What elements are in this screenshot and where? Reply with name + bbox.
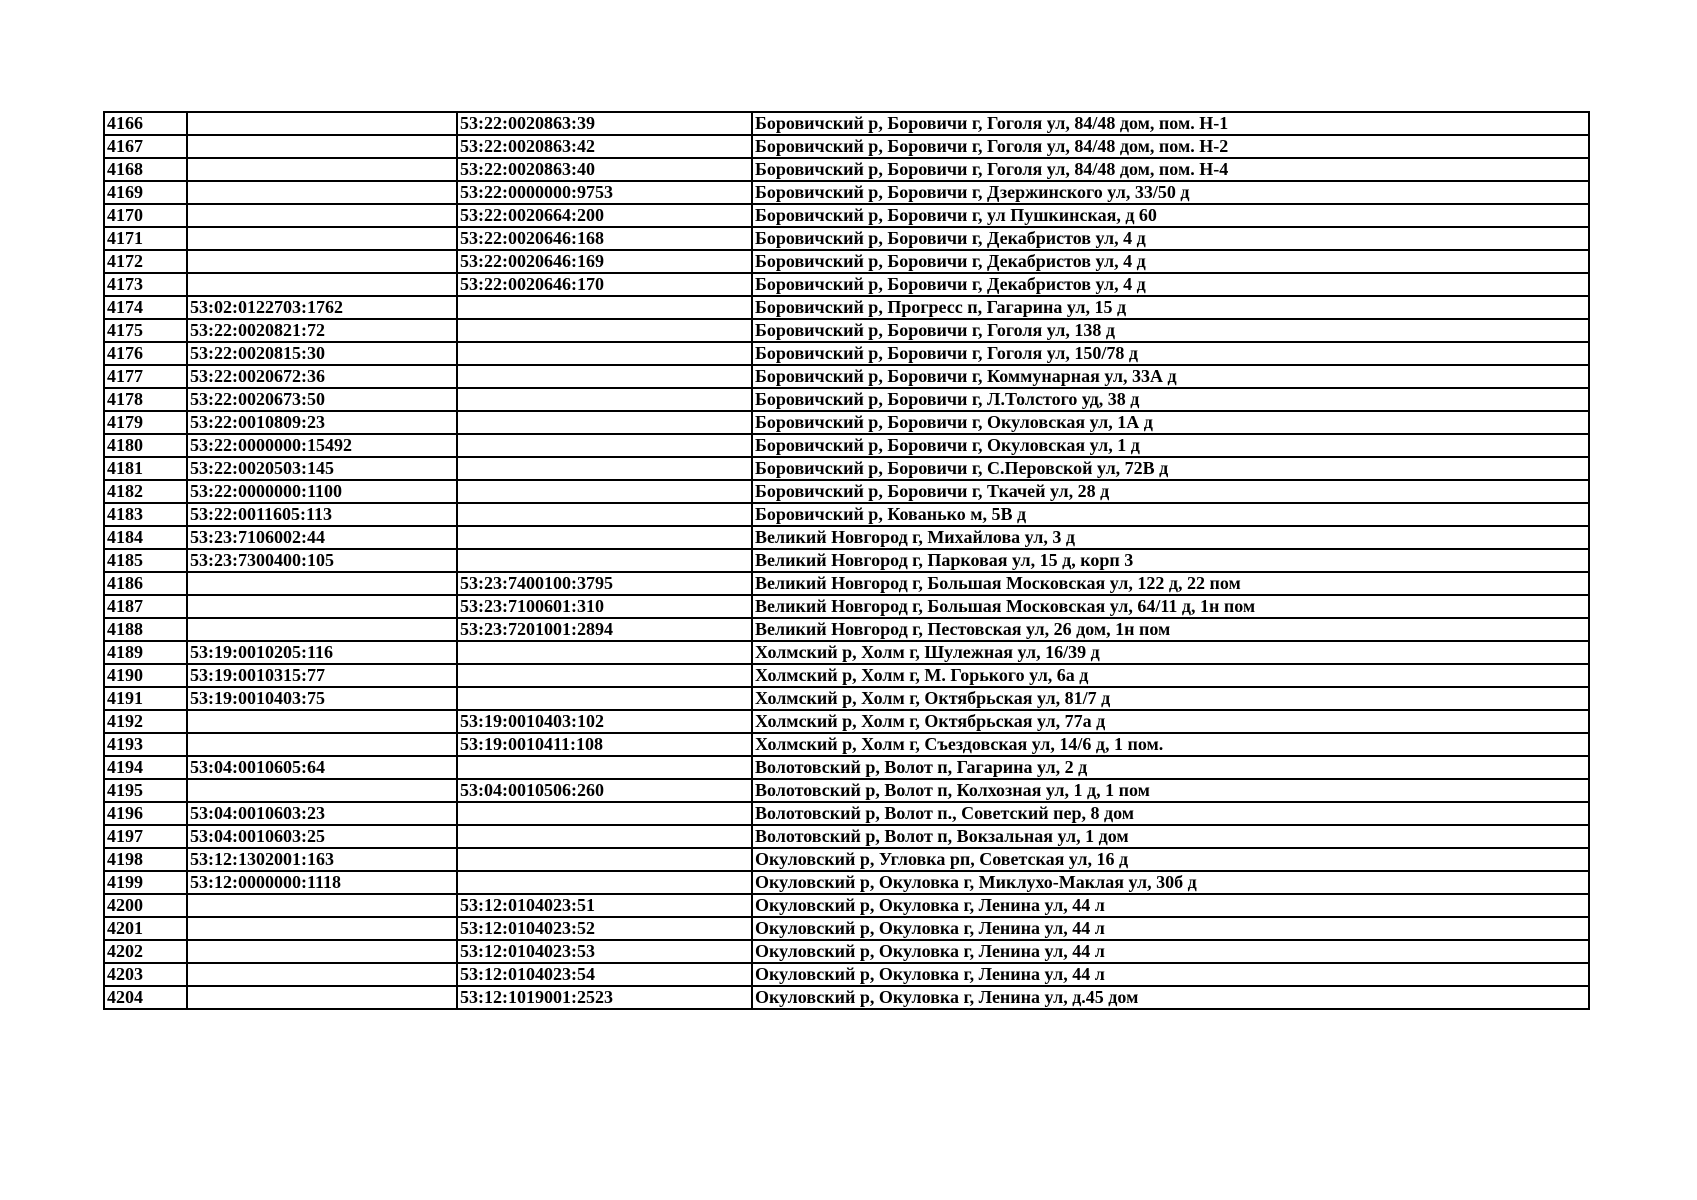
premises-cadastral-number-cell: 53:12:0104023:54 [457,963,752,986]
premises-cadastral-number-cell: 53:22:0020646:170 [457,273,752,296]
premises-cadastral-number-cell: 53:22:0020646:168 [457,227,752,250]
premises-cadastral-number-cell: 53:12:1019001:2523 [457,986,752,1009]
row-number-cell: 4175 [104,319,187,342]
address-cell: Окуловский р, Окуловка г, Ленина ул, 44 л [752,917,1589,940]
row-number-cell: 4203 [104,963,187,986]
table-row [104,158,1589,181]
table-row [104,664,1589,687]
premises-cadastral-number-cell [457,802,752,825]
address-cell: Боровичский р, Боровичи г, Окуловская ул, 1 д [752,434,1589,457]
table-row [104,917,1589,940]
premises-cadastral-number-cell [457,342,752,365]
row-number-cell: 4194 [104,756,187,779]
cadastral-number-cell: 53:22:0020672:36 [187,365,457,388]
cadastral-number-cell: 53:19:0010315:77 [187,664,457,687]
table-row [104,204,1589,227]
premises-cadastral-number-cell: 53:22:0020664:200 [457,204,752,227]
address-cell: Боровичский р, Боровичи г, Гоголя ул, 84/48 дом, пом. Н-4 [752,158,1589,181]
table-row [104,503,1589,526]
address-cell: Боровичский р, Боровичи г, Декабристов ул, 4 д [752,273,1589,296]
address-cell: Окуловский р, Окуловка г, Ленина ул, 44 л [752,940,1589,963]
table-row [104,687,1589,710]
premises-cadastral-number-cell [457,871,752,894]
cadastral-number-cell: 53:22:0020821:72 [187,319,457,342]
cadastral-number-cell [187,227,457,250]
table-row [104,710,1589,733]
cadastral-number-cell [187,779,457,802]
address-cell: Волотовский р, Волот п., Советский пер, 8 дом [752,802,1589,825]
cadastral-number-cell [187,595,457,618]
row-number-cell: 4182 [104,480,187,503]
row-number-cell: 4193 [104,733,187,756]
address-cell: Боровичский р, Боровичи г, Ткачей ул, 28 д [752,480,1589,503]
cadastral-number-cell: 53:04:0010603:25 [187,825,457,848]
address-cell: Боровичский р, Боровичи г, Гоголя ул, 84/48 дом, пом. Н-2 [752,135,1589,158]
address-cell: Боровичский р, Боровичи г, Л.Толстого уд, 38 д [752,388,1589,411]
premises-cadastral-number-cell [457,365,752,388]
cadastral-number-cell [187,112,457,135]
row-number-cell: 4169 [104,181,187,204]
table-row [104,365,1589,388]
row-number-cell: 4191 [104,687,187,710]
premises-cadastral-number-cell: 53:22:0000000:9753 [457,181,752,204]
premises-cadastral-number-cell [457,526,752,549]
cadastral-number-cell [187,572,457,595]
table-row [104,940,1589,963]
row-number-cell: 4177 [104,365,187,388]
cadastral-number-cell [187,158,457,181]
cadastral-number-cell [187,250,457,273]
address-cell: Боровичский р, Боровичи г, Коммунарная ул, 33А д [752,365,1589,388]
row-number-cell: 4199 [104,871,187,894]
row-number-cell: 4183 [104,503,187,526]
cadastral-number-cell: 53:23:7106002:44 [187,526,457,549]
address-cell: Холмский р, Холм г, Октябрьская ул, 81/7 д [752,687,1589,710]
cadastral-number-cell: 53:22:0010809:23 [187,411,457,434]
table-row [104,388,1589,411]
row-number-cell: 4168 [104,158,187,181]
cadastral-number-cell [187,733,457,756]
address-cell: Волотовский р, Волот п, Колхозная ул, 1 д, 1 пом [752,779,1589,802]
cadastral-number-cell: 53:22:0020503:145 [187,457,457,480]
premises-cadastral-number-cell [457,848,752,871]
address-cell: Великий Новгород г, Большая Московская ул, 122 д, 22 пом [752,572,1589,595]
table-row [104,112,1589,135]
address-cell: Боровичский р, Боровичи г, С.Перовской ул, 72В д [752,457,1589,480]
row-number-cell: 4201 [104,917,187,940]
row-number-cell: 4174 [104,296,187,319]
premises-cadastral-number-cell [457,641,752,664]
address-cell: Боровичский р, Боровичи г, Дзержинского ул, 33/50 д [752,181,1589,204]
row-number-cell: 4173 [104,273,187,296]
cadastral-number-cell [187,273,457,296]
address-cell: Холмский р, Холм г, Октябрьская ул, 77а д [752,710,1589,733]
address-cell: Окуловский р, Окуловка г, Миклухо-Маклая ул, 30б д [752,871,1589,894]
row-number-cell: 4171 [104,227,187,250]
premises-cadastral-number-cell [457,687,752,710]
cadastral-number-cell: 53:12:0000000:1118 [187,871,457,894]
premises-cadastral-number-cell [457,664,752,687]
cadastral-number-cell [187,986,457,1009]
table-row [104,802,1589,825]
premises-cadastral-number-cell [457,434,752,457]
row-number-cell: 4184 [104,526,187,549]
table-row [104,342,1589,365]
address-cell: Холмский р, Холм г, Шулежная ул, 16/39 д [752,641,1589,664]
premises-cadastral-number-cell: 53:23:7201001:2894 [457,618,752,641]
table-row [104,411,1589,434]
cadastral-number-cell: 53:22:0000000:15492 [187,434,457,457]
table-row [104,825,1589,848]
row-number-cell: 4181 [104,457,187,480]
address-cell: Боровичский р, Боровичи г, Декабристов ул, 4 д [752,250,1589,273]
address-cell: Холмский р, Холм г, Съездовская ул, 14/6 д, 1 пом. [752,733,1589,756]
premises-cadastral-number-cell: 53:12:0104023:53 [457,940,752,963]
cadastral-number-cell: 53:22:0011605:113 [187,503,457,526]
table-row [104,526,1589,549]
cadastral-number-cell [187,940,457,963]
table-row [104,296,1589,319]
row-number-cell: 4200 [104,894,187,917]
premises-cadastral-number-cell: 53:22:0020863:42 [457,135,752,158]
premises-cadastral-number-cell: 53:23:7400100:3795 [457,572,752,595]
address-cell: Великий Новгород г, Пестовская ул, 26 дом, 1н пом [752,618,1589,641]
premises-cadastral-number-cell [457,457,752,480]
row-number-cell: 4189 [104,641,187,664]
address-cell: Волотовский р, Волот п, Вокзальная ул, 1 дом [752,825,1589,848]
premises-cadastral-number-cell: 53:22:0020863:39 [457,112,752,135]
address-cell: Окуловский р, Угловка рп, Советская ул, 16 д [752,848,1589,871]
cadastral-number-cell: 53:04:0010605:64 [187,756,457,779]
premises-cadastral-number-cell [457,825,752,848]
premises-cadastral-number-cell: 53:22:0020863:40 [457,158,752,181]
premises-cadastral-number-cell [457,388,752,411]
table-row [104,963,1589,986]
row-number-cell: 4204 [104,986,187,1009]
cadastral-number-cell [187,135,457,158]
row-number-cell: 4180 [104,434,187,457]
address-cell: Окуловский р, Окуловка г, Ленина ул, 44 л [752,894,1589,917]
address-cell: Великий Новгород г, Михайлова ул, 3 д [752,526,1589,549]
row-number-cell: 4179 [104,411,187,434]
row-number-cell: 4176 [104,342,187,365]
table-row [104,595,1589,618]
cadastral-number-cell: 53:02:0122703:1762 [187,296,457,319]
address-cell: Великий Новгород г, Большая Московская ул, 64/11 д, 1н пом [752,595,1589,618]
premises-cadastral-number-cell: 53:04:0010506:260 [457,779,752,802]
premises-cadastral-number-cell: 53:23:7100601:310 [457,595,752,618]
cadastral-number-cell: 53:04:0010603:23 [187,802,457,825]
premises-cadastral-number-cell: 53:12:0104023:52 [457,917,752,940]
cadastral-number-cell: 53:22:0020815:30 [187,342,457,365]
premises-cadastral-number-cell: 53:19:0010403:102 [457,710,752,733]
row-number-cell: 4187 [104,595,187,618]
cadastral-number-cell: 53:22:0020673:50 [187,388,457,411]
cadastral-number-cell [187,710,457,733]
row-number-cell: 4196 [104,802,187,825]
cadastral-number-cell [187,618,457,641]
premises-cadastral-number-cell [457,549,752,572]
table-row [104,848,1589,871]
table-row [104,779,1589,802]
table-row [104,618,1589,641]
cadastral-number-cell [187,917,457,940]
address-cell: Боровичский р, Кованько м, 5В д [752,503,1589,526]
premises-cadastral-number-cell [457,319,752,342]
premises-cadastral-number-cell [457,411,752,434]
row-number-cell: 4198 [104,848,187,871]
premises-cadastral-number-cell: 53:22:0020646:169 [457,250,752,273]
property-registry-table [103,111,1590,1010]
table-row [104,434,1589,457]
row-number-cell: 4190 [104,664,187,687]
table-row [104,250,1589,273]
row-number-cell: 4197 [104,825,187,848]
table-row [104,480,1589,503]
table-row [104,457,1589,480]
row-number-cell: 4166 [104,112,187,135]
table-row [104,756,1589,779]
address-cell: Боровичский р, Прогресс п, Гагарина ул, 15 д [752,296,1589,319]
cadastral-number-cell: 53:12:1302001:163 [187,848,457,871]
premises-cadastral-number-cell: 53:19:0010411:108 [457,733,752,756]
address-cell: Боровичский р, Боровичи г, Окуловская ул, 1А д [752,411,1589,434]
table-row [104,986,1589,1009]
row-number-cell: 4195 [104,779,187,802]
address-cell: Боровичский р, Боровичи г, Гоголя ул, 138 д [752,319,1589,342]
table-row [104,135,1589,158]
premises-cadastral-number-cell [457,296,752,319]
cadastral-number-cell: 53:22:0000000:1100 [187,480,457,503]
address-cell: Боровичский р, Боровичи г, ул Пушкинская, д 60 [752,204,1589,227]
table-row [104,572,1589,595]
cadastral-number-cell: 53:19:0010205:116 [187,641,457,664]
row-number-cell: 4186 [104,572,187,595]
registry-table-body [104,112,1589,1009]
address-cell: Боровичский р, Боровичи г, Гоголя ул, 84/48 дом, пом. Н-1 [752,112,1589,135]
table-row [104,894,1589,917]
table-row [104,273,1589,296]
table-row [104,549,1589,572]
table-row [104,227,1589,250]
row-number-cell: 4170 [104,204,187,227]
row-number-cell: 4167 [104,135,187,158]
cadastral-number-cell: 53:19:0010403:75 [187,687,457,710]
row-number-cell: 4172 [104,250,187,273]
cadastral-number-cell [187,894,457,917]
cadastral-number-cell [187,204,457,227]
address-cell: Великий Новгород г, Парковая ул, 15 д, корп 3 [752,549,1589,572]
row-number-cell: 4185 [104,549,187,572]
premises-cadastral-number-cell [457,756,752,779]
row-number-cell: 4188 [104,618,187,641]
address-cell: Окуловский р, Окуловка г, Ленина ул, д.45 дом [752,986,1589,1009]
premises-cadastral-number-cell [457,503,752,526]
row-number-cell: 4192 [104,710,187,733]
address-cell: Волотовский р, Волот п, Гагарина ул, 2 д [752,756,1589,779]
table-row [104,319,1589,342]
address-cell: Холмский р, Холм г, М. Горького ул, 6а д [752,664,1589,687]
table-row [104,871,1589,894]
cadastral-number-cell [187,963,457,986]
cadastral-number-cell [187,181,457,204]
table-row [104,641,1589,664]
row-number-cell: 4202 [104,940,187,963]
address-cell: Боровичский р, Боровичи г, Гоголя ул, 150/78 д [752,342,1589,365]
cadastral-number-cell: 53:23:7300400:105 [187,549,457,572]
address-cell: Боровичский р, Боровичи г, Декабристов ул, 4 д [752,227,1589,250]
table-row [104,733,1589,756]
table-row [104,181,1589,204]
premises-cadastral-number-cell [457,480,752,503]
premises-cadastral-number-cell: 53:12:0104023:51 [457,894,752,917]
row-number-cell: 4178 [104,388,187,411]
address-cell: Окуловский р, Окуловка г, Ленина ул, 44 л [752,963,1589,986]
